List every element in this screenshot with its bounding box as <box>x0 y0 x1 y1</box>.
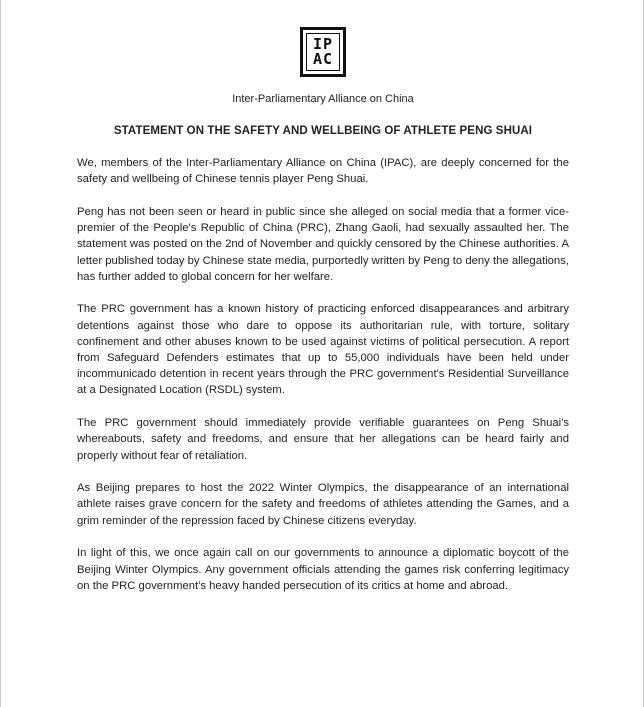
statement-title: STATEMENT ON THE SAFETY AND WELLBEING OF ATHLETE PENG SHUAI <box>113 125 533 137</box>
logo-line-2: AC <box>312 50 334 68</box>
organization-name: Inter-Parliamentary Alliance on China <box>232 93 414 105</box>
ipac-logo-mark <box>306 33 340 71</box>
paragraph: The PRC government has a known history of practicing enforced disappearances and arbitrary detentions against those who dare to oppose its authoritarian rule, with torture, solitary confinement and other abuses known to be used against victims of political persecution. A report from Safeguard Defenders estimates that up to 55,000 individuals have been held under incommunicado detention in recent years through the PRC government's Residential Surveillance at a Designated Location (RSDL) system. <box>77 303 569 397</box>
paragraph: In light of this, we once again call on our governments to announce a diplomatic boycott of the Beijing Winter Olympics. Any government officials attending the games risk conferring legitimacy on the PRC government's heavy handed persecution of its critics at home and abroad. <box>77 547 569 592</box>
logo-line-1: IP <box>312 35 334 53</box>
ipac-logo <box>300 27 346 77</box>
paragraph: Peng has not been seen or heard in public since she alleged on social media that a former vice-premier of the People's Republic of China (PRC), Zhang Gaoli, had sexually assaulted her. The statement was posted on the 2nd of November and quickly censored by the Chinese authorities. A letter published today by Chinese state media, purportedly written by Peng to deny the allegations, has further added to global concern for her welfare. <box>77 205 569 283</box>
statement-body <box>77 155 569 610</box>
paragraph: The PRC government should immediately provide verifiable guarantees on Peng Shuai's whereabouts, safety and freedoms, and ensure that her allegations can be heard fairly and properly without fear of retaliation. <box>77 417 569 462</box>
paragraph: As Beijing prepares to host the 2022 Winter Olympics, the disappearance of an international athlete raises grave concern for the safety and freedoms of athletes attending the Games, and a grim reminder of the repression faced by Chinese citizens everyday. <box>77 482 569 527</box>
paragraph: We, members of the Inter-Parliamentary Alliance on China (IPAC), are deeply concerned for the safety and wellbeing of Chinese tennis player Peng Shuai. <box>77 157 569 186</box>
